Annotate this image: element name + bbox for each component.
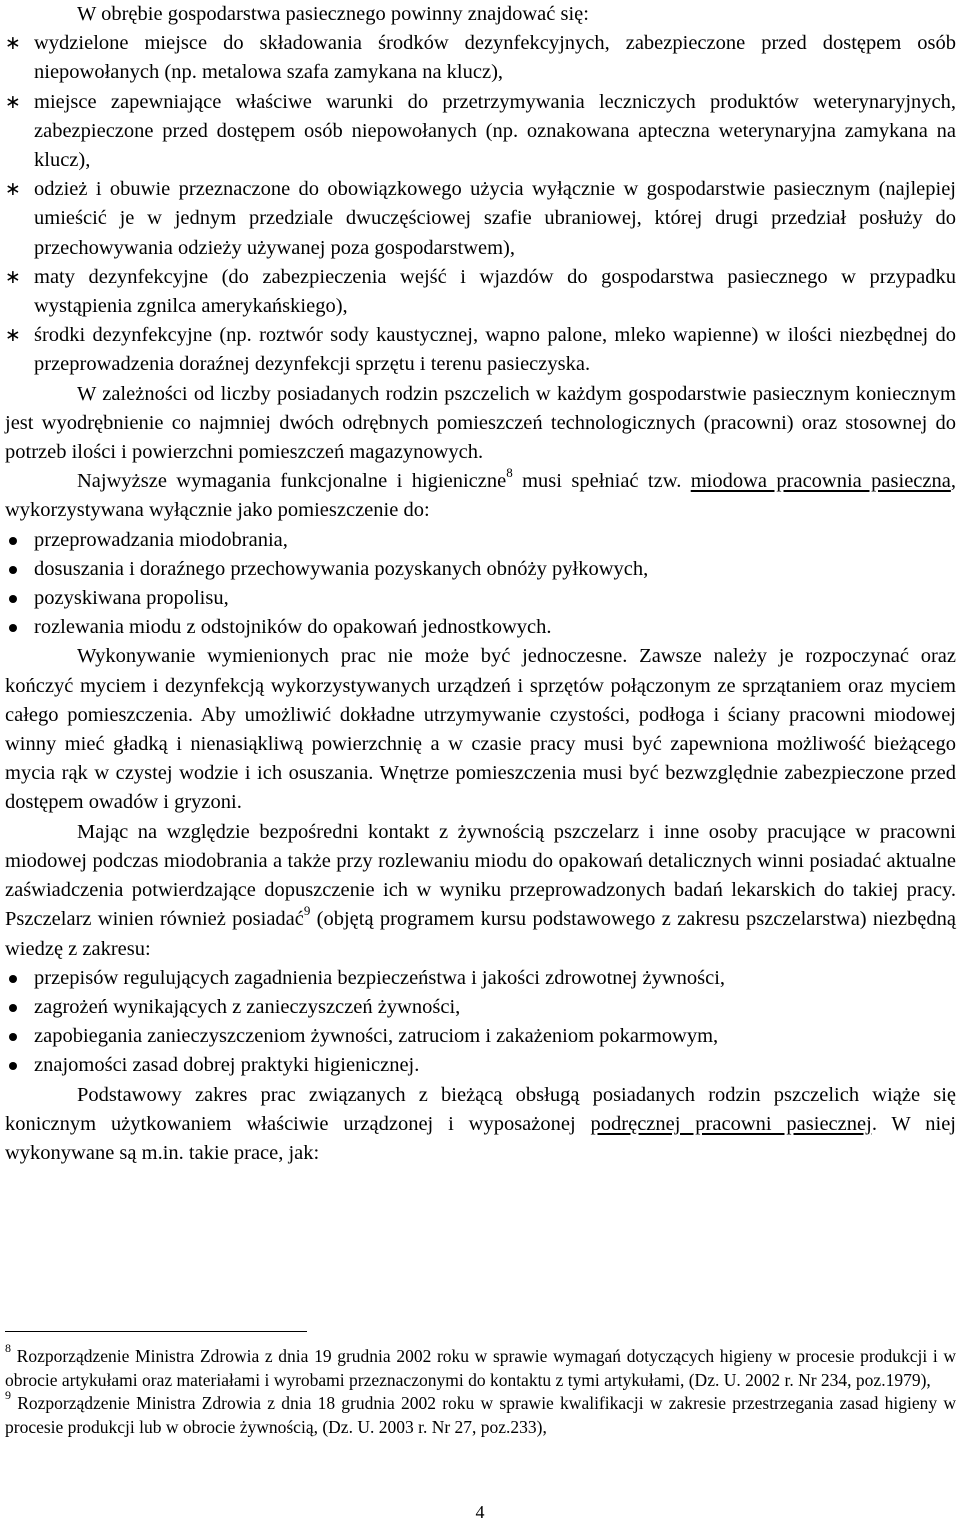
list-item: przepisów regulujących zagadnienia bezpieczeństwa i jakości zdrowotnej żywności, xyxy=(5,964,956,993)
intro-line: W obrębie gospodarstwa pasiecznego powinny znajdować się: xyxy=(77,3,589,25)
paragraph: Mając na względzie bezpośredni kontakt z żywnością pszczelarz i inne osoby pracujące w pracowni miodowej podczas miodobrania a także przy rozlewaniu miodu do opakowań detalicznych winni posiadać aktualne zaświadczenia potwierdzające dopuszczenie ich w wyniku przeprowadzonych badań lekarskich do takiej pracy. Pszczelarz winien również posiadać$^9$ (objętą programem kursu podstawowego z zakresu pszczelarstwa) niezbędną wiedzę z zakresu: xyxy=(5,820,956,960)
list-item: zagrożeń wynikających z zanieczyszczeń żywności, xyxy=(5,993,956,1022)
asterisk-icon: ∗ xyxy=(5,32,21,55)
list-item: dosuszania i doraźnego przechowywania pozyskanych obnóży pyłkowych, xyxy=(5,555,956,584)
list-item: ∗ maty dezynfekcyjne (do zabezpieczenia wejść i wjazdów do gospodarstwa pasiecznego w przypadku wystąpienia zgnilca amerykańskiego), xyxy=(5,263,956,321)
bullet-icon xyxy=(9,975,17,983)
list-item: rozlewania miodu z odstojników do opakowań jednostkowych. xyxy=(5,613,956,642)
footnote-ref: 8 xyxy=(506,465,513,481)
bullet-list xyxy=(5,964,956,1081)
list-item: przeprowadzania miodobrania, xyxy=(5,526,956,555)
bullet-icon xyxy=(9,595,17,603)
footnote-divider xyxy=(5,1331,307,1332)
bullet-icon xyxy=(9,537,17,545)
bullet-icon xyxy=(9,1033,17,1041)
bullet-icon xyxy=(9,624,17,632)
document-body xyxy=(5,0,956,1168)
list-item: ∗ wydzielone miejsce do składowania środków dezynfekcyjnych, zabezpieczone przed dostępem osób niepowołanych (np. metalowa szafa zamykana na klucz), xyxy=(5,29,956,87)
paragraph: Podstawowy zakres prac związanych z bieżącą obsługą posiadanych rodzin pszczelich wiąże się konicznym użytkowaniem właściwie urządzonej i wyposażonej podręcznej pracowni pasiecznej. W niej wykonywane są m.in. takie prace, jak: xyxy=(5,1083,956,1164)
asterisk-icon: ∗ xyxy=(5,265,21,288)
page-number: 4 xyxy=(475,1502,485,1522)
bullet-list xyxy=(5,526,956,643)
asterisk-icon: ∗ xyxy=(5,178,21,201)
list-item: pozyskiwana propolisu, xyxy=(5,584,956,613)
paragraph: Najwyższe wymagania funkcjonalne i higieniczne$^8$ musi spełniać tzw. miodowa pracownia pasieczna, wykorzystywana wyłącznie jako pomieszczenie do: xyxy=(5,465,956,522)
bullet-icon xyxy=(9,566,17,574)
bullet-icon xyxy=(9,1004,17,1012)
footnote: $^9$ Rozporządzenie Ministra Zdrowia z dnia 18 grudnia 2002 roku w sprawie kwalifikacji w zakresie przestrzegania zasad higieny w procesie produkcji lub w obrocie żywnością, (Dz. U. 2003 r. Nr 27, poz.233), xyxy=(5,1388,956,1437)
list-item: znajomości zasad dobrej praktyki higienicznej. xyxy=(5,1051,956,1080)
paragraph: W zależności od liczby posiadanych rodzin pszczelich w każdym gospodarstwie pasiecznym koniecznym jest wyodrębnienie co najmniej dwóch odrębnych pomieszczeń technologicznych (pracowni) oraz stosownej do potrzeb ilości i powierzchni pomieszczeń magazynowych. xyxy=(5,382,956,464)
asterisk-icon: ∗ xyxy=(5,324,21,347)
list-item: ∗ odzież i obuwie przeznaczone do obowiązkowego użycia wyłącznie w gospodarstwie pasiecznym (najlepiej umieścić je w jednym przedziale dwuczęściowej szafie ubraniowej, której drugi przedział posłuży do przechowywania odzieży używanej poza gospodarstwem), xyxy=(5,175,956,263)
list-item: zapobiegania zanieczyszczeniom żywności, zatruciom i zakażeniom pokarmowym, xyxy=(5,1022,956,1051)
footnotes xyxy=(5,1341,957,1439)
underlined-term: miodowa pracownia pasieczna xyxy=(690,470,951,493)
requirements-list xyxy=(5,29,956,379)
underlined-term: podręcznej pracowni pasiecznej xyxy=(590,1112,872,1135)
footnote: $^8$ Rozporządzenie Ministra Zdrowia z dnia 19 grudnia 2002 roku w sprawie wymagań dotyczących higieny w procesie produkcji i w obrocie artykułami oraz materiałami i wyrobami przeznaczonymi do kontaktu z tymi artykułami, (Dz. U. 2002 r. Nr 234, poz.1979), xyxy=(5,1341,957,1390)
list-item: ∗ środki dezynfekcyjne (np. roztwór sody kaustycznej, wapno palone, mleko wapienne) w ilości niezbędnej do przeprowadzenia doraźnej dezynfekcji sprzętu i terenu pasieczyska. xyxy=(5,321,956,379)
bullet-icon xyxy=(9,1062,17,1070)
footnote-ref: 9 xyxy=(303,903,311,919)
list-item: ∗ miejsce zapewniające właściwe warunki do przetrzymywania leczniczych produktów weterynaryjnych, zabezpieczone przed dostępem osób niepowołanych (np. oznakowana apteczna weterynaryjna zamykana na klucz), xyxy=(5,88,956,176)
paragraph: Wykonywanie wymienionych prac nie może być jednoczesne. Zawsze należy je rozpoczynać oraz kończyć myciem i dezynfekcją wykorzystywanych urządzeń i sprzętów połączonym ze sprzątaniem oraz myciem całego pomieszczenia. Aby umożliwić dokładne utrzymywanie czystości, podłoga i ściany pracowni miodowej winny mieć gładką i nienasiąkliwą powierzchnię a w czasie pracy musi być zapewniona możliwość bieżącego mycia rąk w czystej wodzie i ich osuszania. Wnętrze pomieszczenia musi być bezwzględnie zabezpieczone przed dostępem owadów i gryzoni. xyxy=(5,645,956,814)
asterisk-icon: ∗ xyxy=(5,90,21,113)
